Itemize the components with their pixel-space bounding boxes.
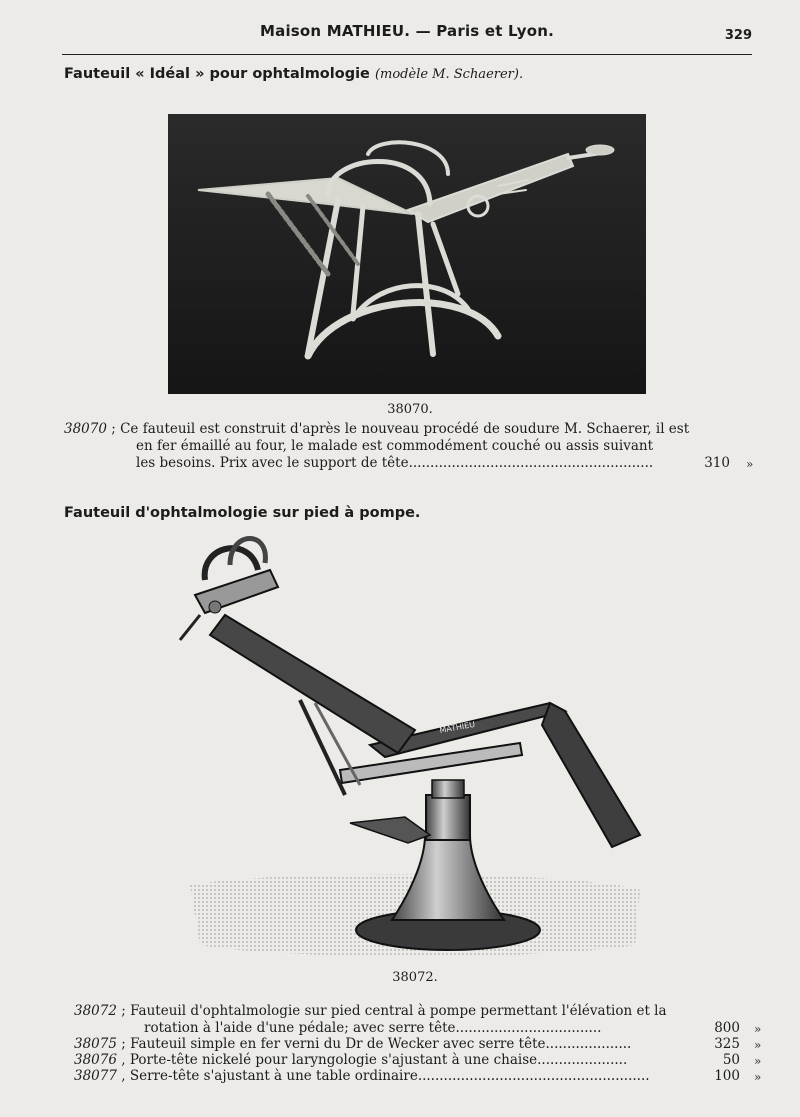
entry-text: Ce fauteuil est construit d'après le nouveau procédé de soudure M. Schaerer, il est	[120, 421, 690, 437]
price-38075: 325	[714, 1036, 740, 1052]
entry-text: Fauteuil d'ophtalmologie sur pied central à pompe permettant l'élévation et la	[130, 1003, 667, 1019]
entry-38072-line1: 38072 ; Fauteuil d'ophtalmologie sur pied central à pompe permettant l'élévation et la	[74, 1003, 667, 1019]
entry-text: Fauteuil simple en fer verni du Dr de Wecker avec serre tête	[130, 1036, 546, 1052]
entry-38070-line3: les besoins. Prix avec le support de tête.........................................................	[136, 455, 654, 471]
entry-38072-line2: rotation à l'aide d'une pédale; avec serre tête..................................	[144, 1020, 602, 1036]
currency-mark: »	[754, 1022, 762, 1036]
price-38076: 50	[722, 1052, 740, 1068]
entry-38075: 38075 ; Fauteuil simple en fer verni du Dr de Wecker avec serre tête....................	[74, 1036, 632, 1052]
entry-38070-line1: 38070 ; Ce fauteuil est construit d'après le nouveau procédé de soudure M. Schaerer, il est	[64, 421, 690, 437]
currency-mark: »	[754, 1038, 762, 1052]
section-subtitle: (modèle M. Schaerer).	[374, 67, 524, 82]
pump-chair-illustration	[170, 525, 650, 965]
currency-mark: »	[754, 1070, 762, 1084]
entry-text: Porte-tête nickelé pour laryngologie s'ajustant à une chaise	[129, 1052, 538, 1068]
currency-mark: »	[746, 457, 754, 471]
engraving-pump-chair	[170, 525, 650, 965]
section-title-pump: Fauteuil d'ophtalmologie sur pied à pompe.	[64, 505, 421, 521]
item-code: 38076	[74, 1052, 117, 1068]
item-code: 38075	[74, 1036, 117, 1052]
page-header	[62, 22, 752, 46]
figure-caption-38072: 38072.	[392, 970, 438, 985]
entry-text: Serre-tête s'ajustant à une table ordinaire	[129, 1068, 418, 1084]
chair-brand-label: MATHIEU	[438, 719, 476, 735]
running-title: Maison MATHIEU. — Paris et Lyon.	[260, 22, 554, 40]
price-38072: 800	[714, 1020, 740, 1036]
entry-38076: 38076 , Porte-tête nickelé pour laryngologie s'ajustant à une chaise.....................	[74, 1052, 628, 1068]
section-title-text: Fauteuil « Idéal » pour ophtalmologie	[64, 66, 370, 82]
price-38070: 310	[704, 455, 730, 471]
item-code: 38077	[74, 1068, 117, 1084]
section-title-ideal	[64, 66, 523, 82]
item-code: 38072	[74, 1003, 117, 1019]
entry-38077: 38077 , Serre-tête s'ajustant à une table ordinaire......................................................	[74, 1068, 650, 1084]
figure-caption-38070: 38070.	[387, 402, 433, 417]
entry-text: les besoins. Prix avec le support de tête	[136, 455, 409, 471]
currency-mark: »	[754, 1054, 762, 1068]
price-38077: 100	[714, 1068, 740, 1084]
header-rule	[62, 54, 752, 55]
item-code: 38070	[64, 421, 107, 437]
page-number: 329	[724, 28, 752, 43]
photo-ideal-chair	[168, 114, 646, 394]
ideal-chair-illustration	[168, 114, 646, 394]
entry-38070-line2: en fer émaillé au four, le malade est commodément couché ou assis suivant	[136, 438, 654, 454]
entry-text: rotation à l'aide d'une pédale; avec serre tête	[144, 1020, 456, 1036]
